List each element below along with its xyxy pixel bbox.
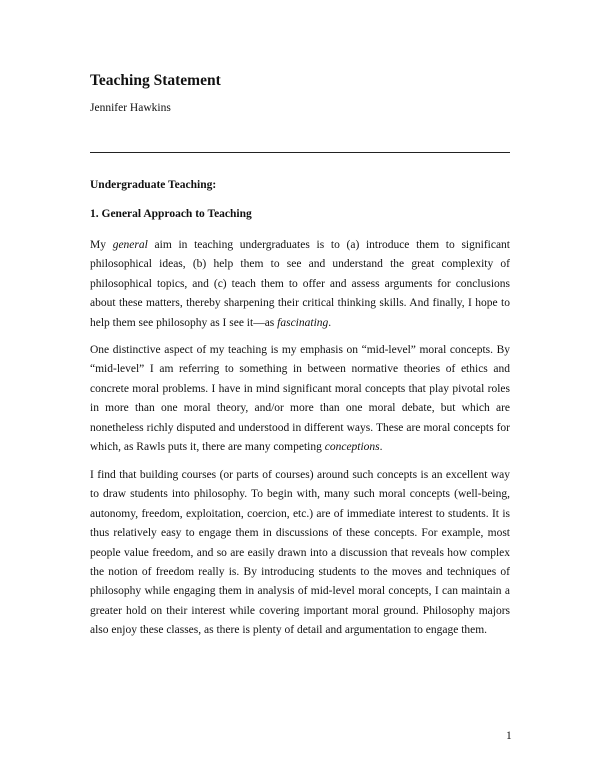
emphasized-text: conceptions (324, 441, 380, 454)
subsection-heading: 1. General Approach to Teaching (90, 208, 252, 220)
horizontal-rule (90, 152, 510, 153)
document-title: Teaching Statement (90, 72, 221, 89)
emphasized-text: general (112, 239, 148, 251)
text-run: aim in teaching undergraduates is to (a) introduce them to significant philosophical ideas, (b) help them to see and understand the great complexity of philosophical topics, and (c) teach them to offer and assess arguments for conclusions about these matters, thereby sharpening their critical thinking skills. And finally, I hope to help them see philosophy as I see it—as (90, 239, 510, 329)
emphasized-text: fascinating (277, 316, 329, 329)
text-run: My (90, 239, 113, 251)
text-run: . (328, 316, 332, 329)
text-run: One distinctive aspect of my teaching is my emphasis on “mid-level” moral concepts. By “mid-level” I am referring to something in between normative theories of ethics and concrete moral problems. I have in mind significant moral concepts that play pivotal roles in more than one moral theory, and/or more than one moral debate, but which are nonetheless richly disputed and understood in different ways. These are moral concepts for which, as Rawls puts it, there are many competing (90, 344, 510, 454)
text-run: I find that building courses (or parts of courses) around such concepts is an excellent way to draw students into philosophy. To begin with, many such moral concepts (well-being, autonomy, freedom, exploitation, coercion, etc.) are of immediate interest to students. It is thus relatively easy to engage them in discussions of these concepts. For example, most people value freedom, and so are easily drawn into a discussion that reveals how complex the notion of freedom really is. By introducing students to the moves and techniques of philosophy while engaging them in analysis of mid-level moral concepts, I can maintain a greater hold on their interest while covering important moral ground. Philosophy majors also enjoy these classes, as there is plenty of detail and argumentation to engage them. (90, 469, 510, 637)
paragraph (90, 341, 510, 457)
text-run: . (379, 441, 383, 454)
author-name: Jennifer Hawkins (90, 102, 171, 114)
paragraph (90, 236, 510, 333)
page-number: 1 (506, 730, 512, 742)
paragraph (90, 466, 510, 641)
section-heading: Undergraduate Teaching: (90, 179, 217, 191)
